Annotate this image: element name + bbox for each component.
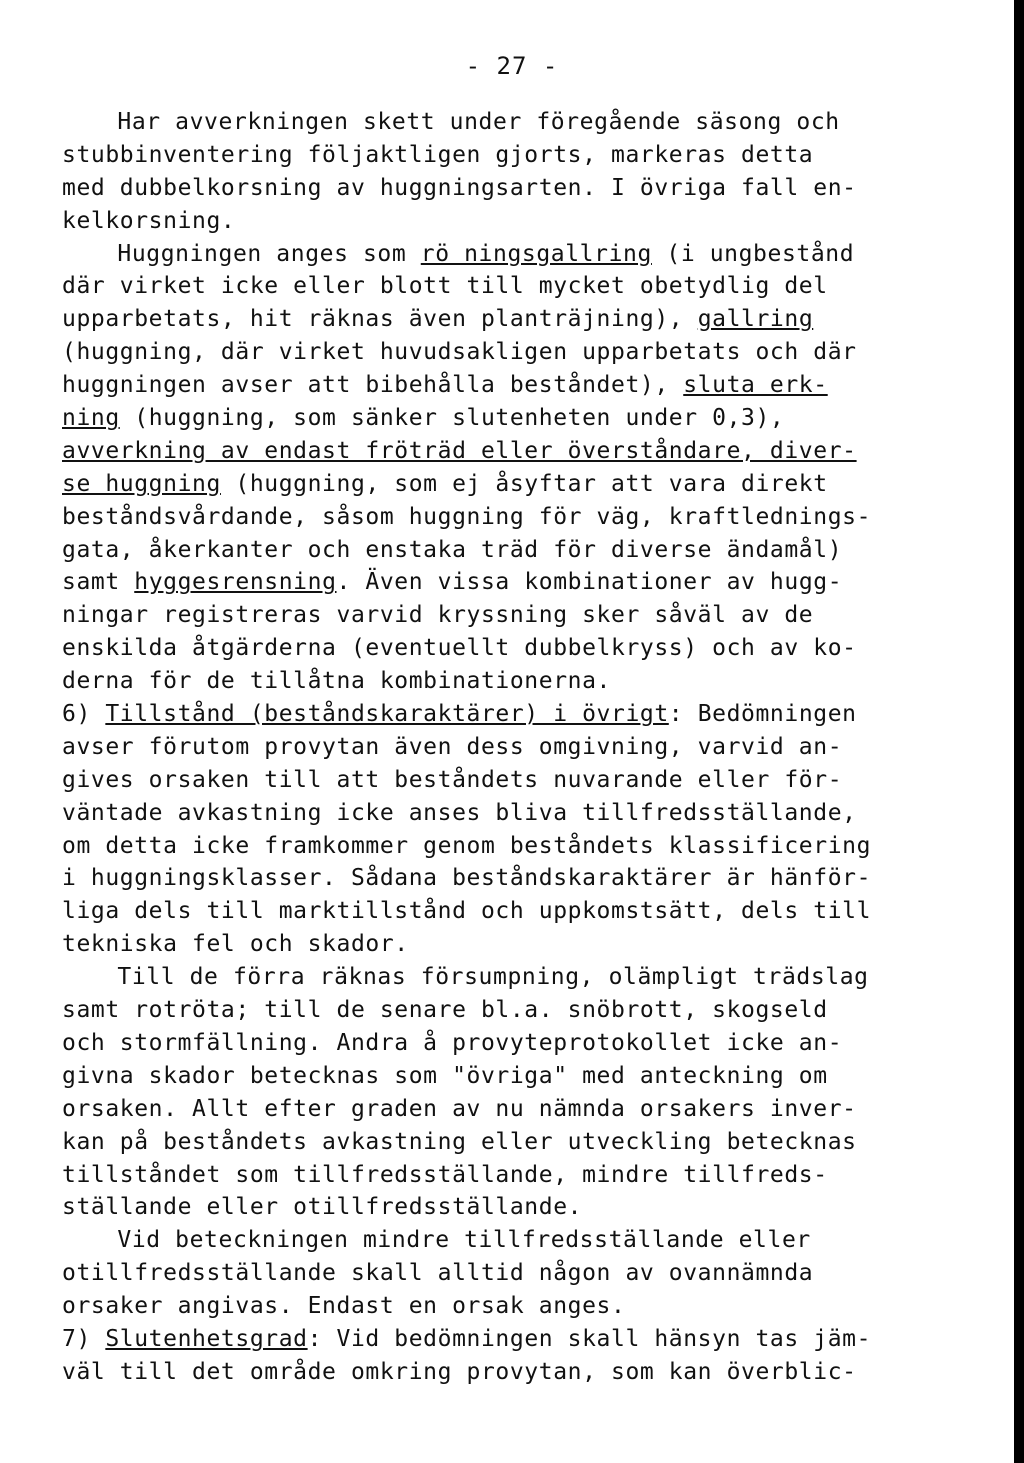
text-line	[62, 238, 992, 271]
text-run: orsaker angivas. Endast en orsak anges.	[62, 1293, 626, 1320]
text-run: väntade avkastning icke anses bliva tillfredsställande,	[62, 799, 857, 826]
underlined-term: Slutenhetsgrad	[105, 1325, 308, 1352]
text-run: Vid beteckningen mindre tillfredsställande eller	[117, 1227, 811, 1254]
text-run: tillståndet som tillfredsställande, mindre tillfreds-	[62, 1161, 828, 1188]
underlined-term: rö ningsgallring	[420, 240, 652, 267]
text-run: orsaken. Allt efter graden av nu nämnda orsakers inver-	[62, 1095, 857, 1122]
text-line	[62, 764, 992, 797]
text-run: (i ungbestånd	[651, 240, 855, 267]
text-run: gata, åkerkanter och enstaka träd för diverse ändamål)	[62, 536, 843, 563]
text-run: Till de förra räknas försumpning, olämpligt trädslag	[117, 964, 869, 991]
underlined-term: ning	[62, 405, 120, 432]
text-run: derna för de tillåtna kombinationerna.	[62, 668, 611, 695]
underlined-term: gallring	[697, 306, 814, 333]
text-run: ställande eller otillfredsställande.	[62, 1194, 583, 1221]
underlined-term: avverkning av endast fröträd eller överståndare, diver-	[62, 437, 857, 464]
underlined-term: Tillstånd (beståndskaraktärer) i övrigt	[105, 701, 669, 728]
text-run: stubbinventering följaktligen gjorts, markeras detta	[62, 141, 814, 168]
text-line	[62, 994, 992, 1027]
text-run: beståndsvårdande, såsom huggning för väg, kraftlednings-	[62, 503, 872, 530]
text-run: : Vid bedömningen skall hänsyn tas jäm-	[307, 1325, 872, 1352]
text-line	[62, 1356, 992, 1389]
text-line	[62, 665, 992, 698]
text-line	[62, 1290, 992, 1323]
text-run: (huggning, som ej åsyftar att vara direkt	[220, 470, 828, 497]
text-run: Har avverkningen skett under föregående säsong och	[117, 109, 840, 135]
text-line	[62, 1126, 992, 1159]
underlined-term: hyggesrensning	[134, 569, 337, 596]
text-line	[62, 402, 992, 435]
text-line	[62, 961, 992, 994]
text-line	[62, 1027, 992, 1060]
text-run: givna skador betecknas som "övriga" med anteckning om	[62, 1062, 828, 1089]
text-run: där virket icke eller blott till mycket obetydlig del	[62, 273, 828, 300]
underlined-term: sluta erk-	[683, 372, 828, 399]
text-line	[62, 435, 992, 468]
text-line	[62, 501, 992, 534]
text-line	[62, 895, 992, 928]
text-line	[62, 1323, 992, 1356]
text-line	[62, 1191, 992, 1224]
text-run: enskilda åtgärderna (eventuellt dubbelkryss) och av ko-	[62, 635, 857, 662]
text-line	[62, 106, 992, 139]
text-run: i huggningsklasser. Sådana beståndskaraktärer är hänför-	[62, 865, 872, 892]
text-line	[62, 1224, 992, 1257]
text-line	[62, 599, 992, 632]
text-run: . Även vissa kombinationer av hugg-	[336, 569, 843, 596]
text-run: samt rotröta; till de senare bl.a. snöbrott, skogseld	[62, 997, 828, 1024]
text-line	[62, 566, 992, 599]
text-run: : Bedömningen	[668, 701, 857, 728]
text-line	[62, 534, 992, 567]
text-run: avser förutom provytan även dess omgivning, varvid an-	[62, 733, 843, 760]
text-run: (huggning, som sänker slutenheten under 0,3),	[119, 405, 785, 432]
text-run: med dubbelkorsning av huggningsarten. I övriga fall en-	[62, 174, 857, 201]
text-line	[62, 369, 992, 402]
text-run: 6)	[62, 701, 106, 728]
text-run: liga dels till marktillstånd och uppkomstsätt, dels till	[62, 898, 872, 925]
text-run: ningar registreras varvid kryssning sker såväl av de	[62, 602, 814, 629]
page-number: - 27 -	[465, 52, 559, 80]
text-run: kan på beståndets avkastning eller utveckling betecknas	[62, 1128, 857, 1155]
text-line	[62, 830, 992, 863]
scan-edge	[1014, 0, 1024, 1463]
text-line	[62, 270, 992, 303]
text-run: om detta icke framkommer genom beståndets klassificering	[62, 832, 872, 859]
text-line	[62, 731, 992, 764]
text-line	[62, 1159, 992, 1192]
text-run: 7)	[62, 1325, 106, 1352]
body-text	[62, 106, 992, 1389]
text-line	[62, 928, 992, 961]
text-line	[62, 1257, 992, 1290]
text-run: väl till det område omkring provytan, som kan överblic-	[62, 1358, 857, 1385]
text-line	[62, 1093, 992, 1126]
text-line	[62, 797, 992, 830]
text-run: och stormfällning. Andra å provyteprotokollet icke an-	[62, 1029, 843, 1056]
text-run: upparbetats, hit räknas även planträjning),	[62, 306, 698, 333]
text-run: samt	[62, 569, 135, 596]
text-run: gives orsaken till att beståndets nuvarande eller för-	[62, 766, 843, 793]
text-run: (huggning, där virket huvudsakligen upparbetats och där	[62, 339, 857, 366]
text-line	[62, 632, 992, 665]
text-run: tekniska fel och skador.	[62, 931, 409, 958]
text-line	[62, 862, 992, 895]
text-line	[62, 468, 992, 501]
underlined-term: se huggning	[62, 470, 221, 497]
text-run: huggningen avser att bibehålla beståndet),	[62, 372, 684, 399]
text-run: kelkorsning.	[62, 207, 236, 234]
text-line	[62, 139, 992, 172]
text-line	[62, 303, 992, 336]
text-line	[62, 205, 992, 238]
text-line	[62, 336, 992, 369]
text-line	[62, 172, 992, 205]
text-line	[62, 698, 992, 731]
text-run: otillfredsställande skall alltid någon av ovannämnda	[62, 1260, 814, 1287]
text-run: Huggningen anges som	[117, 240, 421, 267]
text-line	[62, 1060, 992, 1093]
